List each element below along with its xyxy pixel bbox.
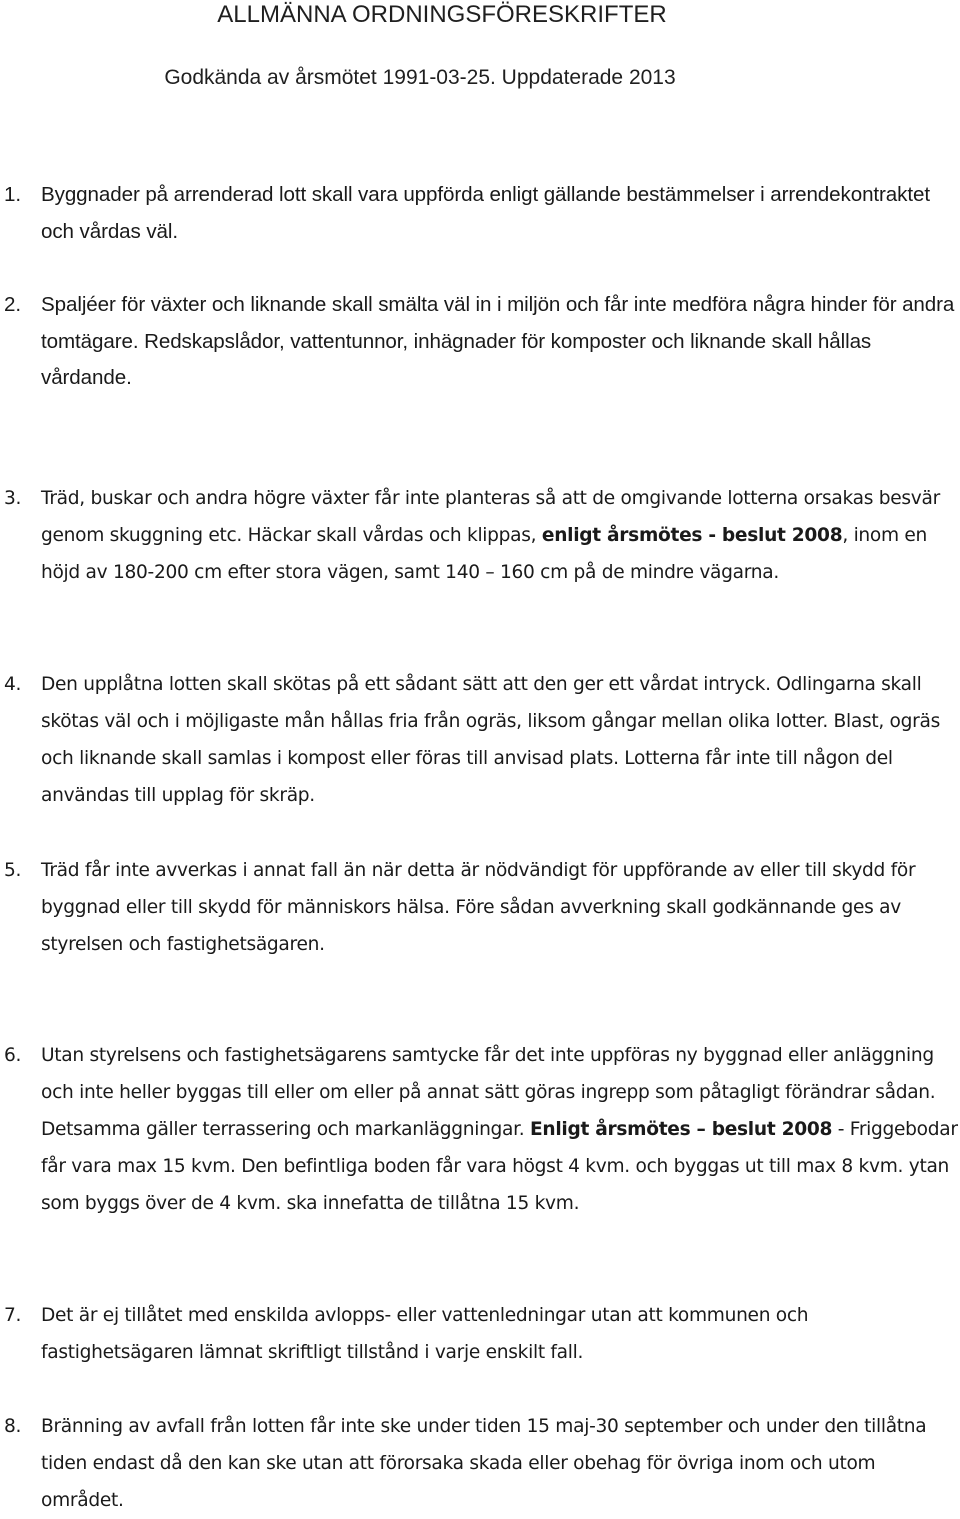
document-title: ALLMÄNNA ORDNINGSFÖRESKRIFTER — [217, 1, 667, 28]
rule-item-2 — [0, 287, 960, 397]
rule-text-part: - Friggebodar får vara max 15 kvm. Den befintliga boden får vara högst 4 kvm. och byggas ut till max 8 kvm. ytan som byggs över de 4 kvm. ska innefatta de tillåtna 15 kvm. — [41, 1119, 958, 1214]
rule-text: Träd får inte avverkas i annat fall än när detta är nödvändigt för uppförande av eller till skydd för byggnad eller till skydd för människors hälsa. Före sådan avverkning skall godkännande ges av styrelsen och fastighetsägaren. — [41, 860, 916, 955]
rule-text: Bränning av avfall från lotten får inte ske under tiden 15 maj-30 september och under den tillåtna tiden endast då den kan ske utan att förorsaka skada eller obehag för övriga inom och utom området. — [41, 1416, 927, 1511]
rule-text-part: Utan styrelsens och fastighetsägarens samtycke får det inte uppföras ny byggnad eller anläggning och inte heller byggas till eller om eller på annat sätt göras ingrepp som påtagligt förändrar sådan. Detsamma gäller terrassering och markanläggningar. — [41, 1045, 936, 1140]
rule-text: Spaljéer för växter och liknande skall smälta väl in i miljön och får inte medföra några hinder för andra tomtägare. Redskapslådor, vattentunnor, inhägnader för komposter och liknande skall hållas vårdande. — [41, 293, 955, 389]
rule-item-1 — [0, 177, 960, 250]
rule-text-bold: Enligt årsmötes – beslut 2008 — [530, 1119, 833, 1140]
document-subtitle: Godkända av årsmötet 1991-03-25. Uppdaterade 2013 — [164, 66, 676, 89]
rule-text — [41, 480, 960, 591]
rule-text: Byggnader på arrenderad lott skall vara uppförda enligt gällande bestämmelser i arrendekontraktet och vårdas väl. — [41, 183, 930, 243]
rule-item-7 — [0, 1297, 960, 1371]
rule-number: 5. — [4, 860, 22, 881]
rule-item-3 — [0, 480, 960, 591]
rule-number: 4. — [4, 674, 22, 695]
rule-number: 2. — [4, 293, 21, 316]
rule-text: Det är ej tillåtet med enskilda avlopps- eller vattenledningar utan att kommunen och fastighetsägaren lämnat skriftligt tillstånd i varje enskilt fall. — [41, 1305, 809, 1363]
rule-number: 7. — [4, 1305, 22, 1326]
rule-text — [41, 1037, 960, 1222]
rule-number: 8. — [4, 1416, 22, 1437]
rule-text: Den upplåtna lotten skall skötas på ett sådant sätt att den ger ett vårdat intryck. Odlingarna skall skötas väl och i möjligaste mån hållas fria från ogräs, liksom gångar mellan olika lotter. Blast, ogräs och liknande skall samlas i kompost eller föras till anvisad plats. Lotterna får inte till någon del användas till upplag för skräp. — [41, 674, 940, 806]
rule-text-part: , inom en höjd av 180-200 cm efter stora vägen, samt 140 – 160 cm på de mindre vägarna. — [41, 525, 928, 583]
rule-number: 1. — [4, 183, 21, 206]
rule-number: 3. — [4, 488, 22, 509]
rule-number: 6. — [4, 1045, 22, 1066]
rule-item-5 — [0, 852, 960, 963]
rule-text-bold: enligt årsmötes - beslut 2008 — [541, 525, 843, 546]
rule-text-part: Träd, buskar och andra högre växter får inte planteras så att de omgivande lotterna orsakas besvär genom skuggning etc. Häckar skall vårdas och klippas, — [41, 488, 940, 546]
rule-item-8 — [0, 1408, 960, 1519]
rule-item-6 — [0, 1037, 960, 1222]
rule-item-4 — [0, 666, 960, 814]
